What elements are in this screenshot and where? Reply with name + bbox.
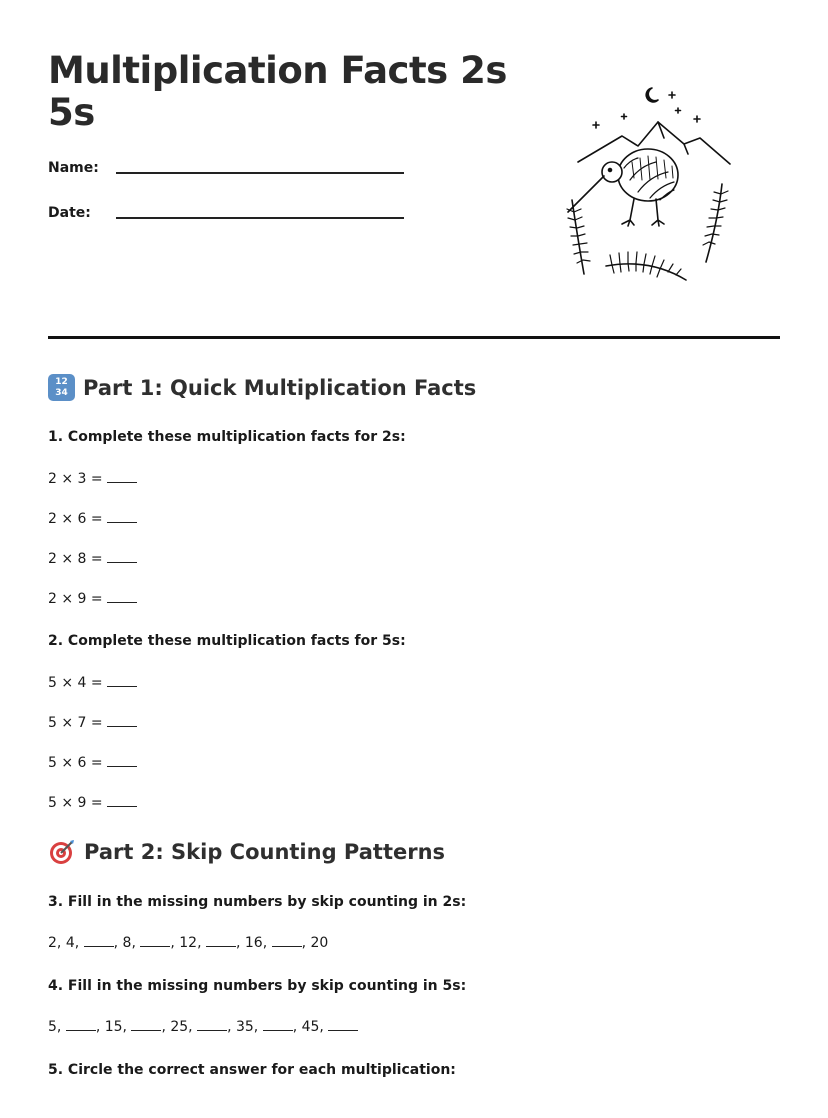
answer-blank[interactable] <box>107 714 137 727</box>
answer-blank[interactable] <box>66 1018 96 1031</box>
worksheet-page <box>48 0 780 1118</box>
name-line <box>116 172 404 174</box>
date-line <box>116 217 404 219</box>
question-1: 1. Complete these multiplication facts for 2s: <box>48 429 406 445</box>
part1-heading-text: Part 1: Quick Multiplication Facts <box>83 375 477 400</box>
answer-blank[interactable] <box>272 934 302 947</box>
answer-blank[interactable] <box>197 1018 227 1031</box>
part1-heading <box>48 374 476 401</box>
fact-row: 5 × 9 = <box>48 794 137 811</box>
fact-row: 5 × 4 = <box>48 674 137 691</box>
answer-blank[interactable] <box>107 470 137 483</box>
question-3: 3. Fill in the missing numbers by skip counting in 2s: <box>48 894 467 910</box>
part2-heading-text: Part 2: Skip Counting Patterns <box>84 840 446 864</box>
answer-blank[interactable] <box>84 934 114 947</box>
answer-blank[interactable] <box>107 510 137 523</box>
page-title: Multiplication Facts 2s 5s <box>48 49 507 134</box>
fact-row: 5 × 6 = <box>48 754 137 771</box>
answer-blank[interactable] <box>140 934 170 947</box>
fact-row: 2 × 8 = <box>48 550 137 567</box>
section-divider <box>48 336 780 339</box>
fact-row: 2 × 3 = <box>48 470 137 487</box>
answer-blank[interactable] <box>206 934 236 947</box>
answer-blank[interactable] <box>107 674 137 687</box>
part2-heading <box>48 838 445 866</box>
question-2: 2. Complete these multiplication facts for 5s: <box>48 633 406 649</box>
numbers-icon: 12 34 <box>48 374 75 401</box>
answer-blank[interactable] <box>107 754 137 767</box>
question-5: 5. Circle the correct answer for each multiplication: <box>48 1062 456 1078</box>
answer-blank[interactable] <box>328 1018 358 1031</box>
question-4: 4. Fill in the missing numbers by skip counting in 5s: <box>48 978 467 994</box>
answer-blank[interactable] <box>107 794 137 807</box>
answer-blank[interactable] <box>131 1018 161 1031</box>
answer-blank[interactable] <box>107 590 137 603</box>
fact-row: 2 × 6 = <box>48 510 137 527</box>
sequence-5s: 5, , 15, , 25, , 35, , 45, <box>48 1018 358 1035</box>
name-label: Name: <box>48 160 99 176</box>
answer-blank[interactable] <box>263 1018 293 1031</box>
target-icon <box>48 838 76 866</box>
date-label: Date: <box>48 205 91 221</box>
fact-row: 5 × 7 = <box>48 714 137 731</box>
date-field <box>48 205 91 221</box>
fact-row: 2 × 9 = <box>48 590 137 607</box>
name-field <box>48 160 99 176</box>
sequence-2s: 2, 4, , 8, , 12, , 16, , 20 <box>48 935 329 951</box>
kiwi-bird-illustration <box>560 80 740 290</box>
answer-blank[interactable] <box>107 550 137 563</box>
